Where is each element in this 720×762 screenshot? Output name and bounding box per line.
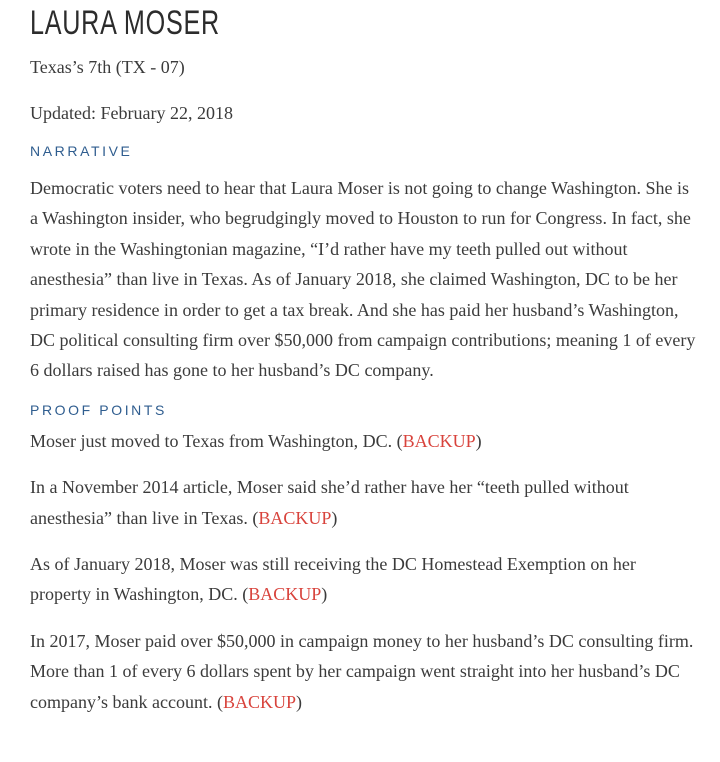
proof-point-text: In 2017, Moser paid over $50,000 in campaign money to her husband’s DC consulting firm. More than 1 of every 6 dollars spent by her campaign went straight into her husband’s DC company’s bank account. ( [30, 630, 694, 712]
backup-link[interactable]: BACKUP [258, 507, 332, 528]
narrative-text: Democratic voters need to hear that Laura Moser is not going to change Washington. She is a Washington insider, who begrudgingly moved to Houston to run for Congress. In fact, she wrote in the Washingtonian magazine, “I’d rather have my teeth pulled out without anesthesia” than live in Texas. As of January 2018, she claimed Washington, DC to be her primary residence in order to get a tax break. And she has paid her husband’s Washington, DC political consulting firm over $50,000 from campaign contributions; meaning 1 of every 6 dollars raised has gone to her husband’s DC company. [30, 178, 696, 381]
backup-link[interactable]: BACKUP [402, 430, 476, 451]
proof-point-item [30, 426, 700, 456]
district-label: Texas’s 7th (TX - 07) [30, 57, 185, 77]
narrative-heading: NARRATIVE [30, 143, 133, 159]
proof-point-close: ) [321, 584, 328, 605]
backup-link[interactable]: BACKUP [222, 691, 296, 712]
proof-point-item [30, 472, 700, 533]
proof-point-close: ) [475, 430, 482, 451]
backup-link[interactable]: BACKUP [248, 584, 322, 605]
proof-points-list [30, 426, 700, 717]
page-content [30, 0, 700, 733]
proof-point-text: Moser just moved to Texas from Washington, DC. ( [30, 430, 403, 451]
proof-point-item [30, 549, 700, 610]
proof-point-text: As of January 2018, Moser was still receiving the DC Homestead Exemption on her property in Washington, DC. ( [30, 554, 636, 605]
proof-points-heading: PROOF POINTS [30, 401, 167, 418]
updated-date: Updated: February 22, 2018 [30, 103, 233, 123]
proof-point-text: In a November 2014 article, Moser said she’d rather have her “teeth pulled without anesthesia” than live in Texas. ( [30, 477, 629, 528]
proof-point-close: ) [331, 507, 338, 528]
proof-point-item [30, 626, 700, 717]
page-title: LAURA MOSER [30, 4, 220, 42]
proof-point-close: ) [295, 691, 302, 712]
